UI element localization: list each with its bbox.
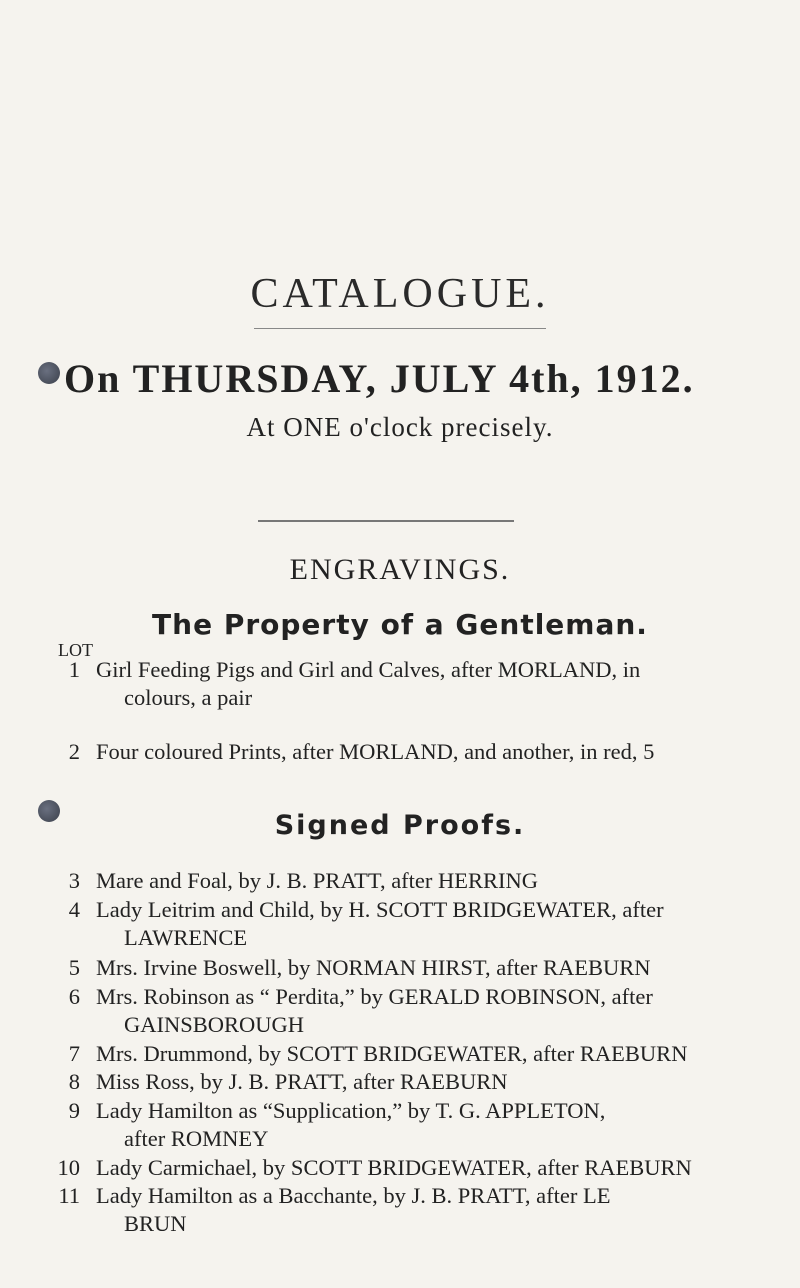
lot-description: Mrs. Robinson as “ Perdita,” by GERALD ROBINSON, after bbox=[96, 984, 653, 1009]
sale-date: On THURSDAY, JULY 4th, 1912. bbox=[64, 356, 695, 401]
lot-number: 2 bbox=[68, 739, 80, 764]
lot-description: Girl Feeding Pigs and Girl and Calves, after MORLAND, in bbox=[96, 657, 641, 682]
lot-description-cont: after ROMNEY bbox=[124, 1126, 269, 1151]
lot-description: Lady Hamilton as a Bacchante, by J. B. PRATT, after LE bbox=[96, 1183, 611, 1208]
section-title: ENGRAVINGS. bbox=[289, 553, 511, 586]
lot-number: 4 bbox=[68, 897, 80, 922]
lot-number: 5 bbox=[68, 955, 80, 980]
lot-description: Miss Ross, by J. B. PRATT, after RAEBURN bbox=[96, 1069, 508, 1094]
lot-number: 6 bbox=[68, 984, 80, 1009]
binding-hole-top bbox=[38, 362, 60, 384]
lot-number: 1 bbox=[68, 657, 80, 682]
property-line: The Property of a Gentleman. bbox=[152, 608, 648, 641]
lot-number: 9 bbox=[68, 1098, 80, 1123]
lot-description: Mrs. Irvine Boswell, by NORMAN HIRST, after RAEBURN bbox=[96, 955, 651, 980]
sale-time: At ONE o'clock precisely. bbox=[246, 412, 554, 442]
lot-number: 8 bbox=[68, 1069, 80, 1094]
lot-number: 7 bbox=[68, 1041, 80, 1066]
lot-description-cont: BRUN bbox=[124, 1211, 187, 1236]
lot-description: Lady Leitrim and Child, by H. SCOTT BRIDGEWATER, after bbox=[96, 897, 664, 922]
lot-number: 11 bbox=[58, 1183, 80, 1208]
lot-description: Four coloured Prints, after MORLAND, and another, in red, 5 bbox=[96, 739, 655, 764]
section-rule bbox=[258, 520, 514, 522]
lot-number: 3 bbox=[68, 868, 80, 893]
lot-description-cont: GAINSBOROUGH bbox=[124, 1012, 305, 1037]
lot-header: LOT bbox=[58, 640, 93, 660]
lot-description: Mrs. Drummond, by SCOTT BRIDGEWATER, after RAEBURN bbox=[96, 1041, 688, 1066]
lot-description-cont: colours, a pair bbox=[124, 685, 253, 710]
lot-description: Lady Hamilton as “Supplication,” by T. G. APPLETON, bbox=[96, 1098, 606, 1123]
heading-rule bbox=[254, 328, 546, 329]
catalogue-heading: CATALOGUE. bbox=[250, 271, 550, 317]
lot-number: 10 bbox=[57, 1155, 80, 1180]
lot-description: Lady Carmichael, by SCOTT BRIDGEWATER, after RAEBURN bbox=[96, 1155, 692, 1180]
signed-proofs-heading: Signed Proofs. bbox=[274, 810, 526, 841]
lot-description: Mare and Foal, by J. B. PRATT, after HERRING bbox=[96, 868, 539, 893]
lot-description-cont: LAWRENCE bbox=[124, 925, 248, 950]
